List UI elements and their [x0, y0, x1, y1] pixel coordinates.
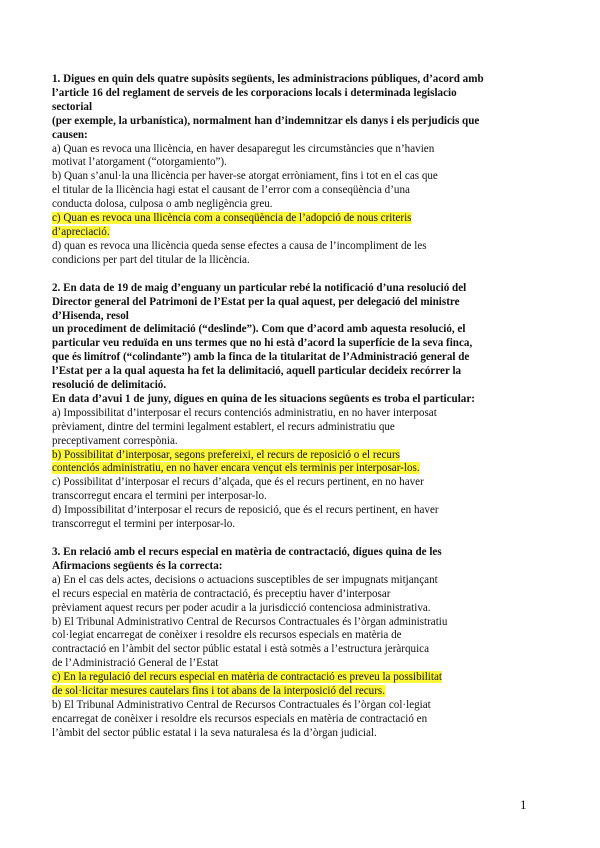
answer-option-line — [52, 240, 522, 254]
highlighted-answer-text: contenciós administratiu, en no haver encara vençut els terminis per interposar-los. — [52, 462, 420, 475]
document-page — [52, 73, 522, 755]
answer-option-line — [52, 685, 522, 699]
line-text: (per exemple, la urbanística), normalment han d’indemnitzar els danys i els perjudicis que — [52, 114, 480, 127]
highlighted-answer-text: c) En la regulació del recurs especial en matèria de contractació es preveu la possibilitat — [52, 671, 442, 684]
question-text-line — [52, 129, 522, 143]
line-text: b) El Tribunal Administrativo Central de Recursos Contractuales és l’òrgan administratiu — [52, 615, 448, 628]
question-text-line — [52, 379, 522, 393]
answer-option-line — [52, 518, 522, 532]
line-text: b) Quan s’anul·la una llicència per haver-se atorgat erròniament, fins i tot en el cas que — [52, 170, 438, 183]
answer-option-line — [52, 476, 522, 490]
question-text-line — [52, 393, 522, 407]
answer-option-line — [52, 602, 522, 616]
line-text: Director general del Patrimoni de l’Estat per la qual aquest, per delegació del ministre — [52, 295, 460, 308]
line-text: motivat l’atorgament (“otorgamiento”). — [52, 156, 227, 169]
answer-option-line — [52, 713, 522, 727]
highlighted-answer-text: de sol·licitar mesures cautelars fins i tot abans de la interposició del recurs. — [52, 685, 386, 698]
question-text-line — [52, 296, 522, 310]
question-text-line — [52, 337, 522, 351]
line-text: encarregat de conèixer i resoldre els recursos especials en matèria de contractació en — [52, 712, 428, 725]
line-text: transcorregut el termini per interposar-lo. — [52, 518, 236, 531]
answer-option-line — [52, 212, 522, 226]
line-text: a) Quan es revoca una llicència, en haver desaparegut les circumstàncies que n’havien — [52, 142, 435, 155]
line-text: 3. En relació amb el recurs especial en matèria de contractació, digues quina de les — [52, 546, 442, 558]
question-text-line — [52, 73, 522, 87]
line-text: el titular de la llicència hagi estat el causant de l’error com a conseqüència d’una — [52, 184, 410, 197]
answer-option-line — [52, 421, 522, 435]
answer-option-line — [52, 143, 522, 157]
line-text: b) El Tribunal Administrativo Central de Recursos Contractuales és l’òrgan col·legiat — [52, 698, 431, 711]
line-text: En data d’avui 1 de juny, digues en quina de les situacions següents es troba el particular: — [52, 392, 475, 405]
line-text: particular veu reduïda en uns termes que no hi està d’acord la superfície de la seva finca, — [52, 337, 473, 350]
line-text: un procediment de delimitació (“deslinde”). Com que d’acord amb aquesta resolució, el — [52, 323, 466, 336]
answer-option-line — [52, 407, 522, 421]
line-text: sectorial — [52, 100, 93, 113]
answer-option-line — [52, 671, 522, 685]
highlighted-answer-text: c) Quan es revoca una llicència com a conseqüència de l’adopció de nous criteris — [52, 212, 412, 225]
answer-option-line — [52, 616, 522, 630]
question-text-line — [52, 560, 522, 574]
answer-option-line — [52, 657, 522, 671]
answer-option-line — [52, 629, 522, 643]
answer-option-line — [52, 699, 522, 713]
line-text: c) Possibilitat d’interposar el recurs d’alçada, que és el recurs pertinent, en no haver — [52, 476, 424, 489]
answer-option-line — [52, 156, 522, 170]
line-text: contractació en l’àmbit del sector públic estatal i està sotmès a l’estructura jeràrquica — [52, 643, 430, 656]
line-text: prèviament aquest recurs per poder acudir a la jurisdicció contenciosa administrativa. — [52, 601, 431, 614]
answer-option-line — [52, 170, 522, 184]
line-text: que és limítrof (“colindante”) amb la finca de la titularitat de l’Administració general de — [52, 351, 470, 364]
question-text-line — [52, 323, 522, 337]
answer-option-line — [52, 490, 522, 504]
line-text: d’Hisenda, resol — [52, 309, 129, 322]
line-text: l’article 16 del reglament de serveis de les corporacions locals i determinada legislacio — [52, 86, 457, 99]
line-text: resolució de delimitació. — [52, 379, 167, 392]
question-text-line — [52, 101, 522, 115]
question-text-line — [52, 87, 522, 101]
answer-option-line — [52, 226, 522, 240]
line-text: Afirmacions següents és la correcta: — [52, 559, 223, 572]
line-text: el recurs especial en matèria de contractació, és preceptiu haver d’interposar — [52, 587, 391, 600]
answer-option-line — [52, 435, 522, 449]
answer-option-line — [52, 727, 522, 741]
answer-option-line — [52, 254, 522, 268]
question-2 — [52, 282, 522, 532]
question-text-line — [52, 282, 522, 296]
page-number: 1 — [520, 797, 527, 812]
answer-option-line — [52, 449, 522, 463]
line-text: d) Impossibilitat d’interposar el recurs de reposició, que és el recurs pertinent, en haver — [52, 504, 439, 517]
question-text-line — [52, 365, 522, 379]
highlighted-answer-text: d’apreciació. — [52, 225, 110, 238]
highlighted-answer-text: b) Possibilitat d’interposar, segons prefereixi, el recurs de reposició o el recurs — [52, 448, 400, 461]
answer-option-line — [52, 184, 522, 198]
line-text: de l’Administració General de l’Estat — [52, 657, 219, 670]
question-text-line — [52, 351, 522, 365]
line-text: d) quan es revoca una llicència queda sense efectes a causa de l’incompliment de les — [52, 239, 427, 252]
line-text: l’àmbit del sector públic estatal i la seva naturalesa és la d’òrgan judicial. — [52, 726, 377, 739]
question-text-line — [52, 115, 522, 129]
line-text: conducta dolosa, culposa o amb negligència greu. — [52, 198, 273, 211]
line-text: 2. En data de 19 de maig d’enguany un particular rebé la notificació d’una resolució del — [52, 281, 467, 294]
answer-option-line — [52, 504, 522, 518]
line-text: a) Impossibilitat d’interposar el recurs contenciós administratiu, en no haver interposat — [52, 406, 437, 419]
answer-option-line — [52, 574, 522, 588]
line-text: condicions per part del titular de la llicència. — [52, 253, 250, 266]
question-1 — [52, 73, 522, 268]
line-text: l’Estat per a la qual aquesta ha fet la delimitació, aquell particular decideix recórrer la — [52, 365, 462, 378]
line-text: preceptivament correspònia. — [52, 434, 178, 447]
line-text: transcorregut encara el termini per interposar-lo. — [52, 490, 267, 503]
line-text: 1. Digues en quin dels quatre supòsits següents, les administracions públiques, d’acord amb — [52, 73, 484, 85]
answer-option-line — [52, 588, 522, 602]
question-text-line — [52, 546, 522, 560]
answer-option-line — [52, 643, 522, 657]
line-text: causen: — [52, 128, 88, 141]
line-text: a) En el cas dels actes, decisions o actuacions susceptibles de ser impugnats mitjançant — [52, 573, 438, 586]
question-text-line — [52, 310, 522, 324]
line-text: col·legiat encarregat de conèixer i resoldre els recursos especials en matèria de — [52, 629, 402, 642]
answer-option-line — [52, 198, 522, 212]
line-text: prèviament, dintre del termini legalment establert, el recurs administratiu que — [52, 420, 395, 433]
answer-option-line — [52, 462, 522, 476]
question-3 — [52, 546, 522, 741]
